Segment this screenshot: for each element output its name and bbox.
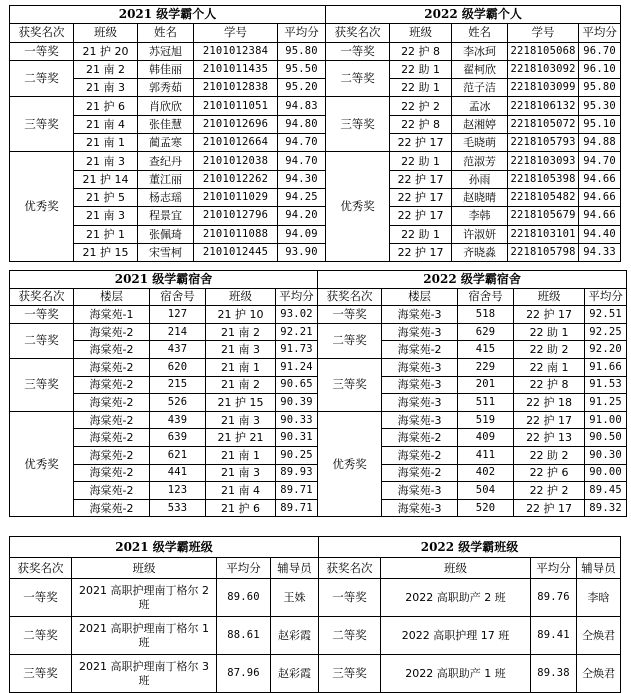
- column-header: 楼层: [382, 288, 458, 306]
- cell-class: 21 护 5: [74, 188, 138, 206]
- cell-score: 91.53: [585, 376, 627, 394]
- left-title: 2021 级学霸个人: [10, 6, 326, 24]
- cell-class: 2022 高职助产 2 班: [381, 579, 531, 617]
- award-rank: 二等奖: [326, 60, 390, 97]
- cell-room: 214: [150, 323, 206, 341]
- table-row: [10, 617, 621, 655]
- cell-score: 94.83: [278, 97, 326, 115]
- table-row: [10, 207, 621, 225]
- cell-id: 2218105398: [508, 170, 579, 188]
- cell-class: 21 南 4: [206, 482, 276, 500]
- cell-room: 201: [458, 376, 514, 394]
- column-header: 获奖名次: [319, 558, 381, 579]
- cell-floor: 海棠苑-2: [74, 482, 150, 500]
- cell-id: 2218105679: [508, 207, 579, 225]
- cell-class: 22 助 2: [514, 446, 585, 464]
- cell-room: 123: [150, 482, 206, 500]
- cell-class: 21 护 10: [206, 306, 276, 324]
- cell-class: 21 护 14: [74, 170, 138, 188]
- cell-class: 22 护 17: [390, 243, 452, 261]
- cell-id: 2218103101: [508, 225, 579, 243]
- right-title: 2022 级学霸宿舍: [318, 271, 627, 289]
- cell-room: 519: [458, 411, 514, 429]
- award-rank: 一等奖: [326, 42, 390, 60]
- cell-score: 94.66: [579, 170, 621, 188]
- cell-floor: 海棠苑-2: [382, 446, 458, 464]
- cell-floor: 海棠苑-3: [382, 358, 458, 376]
- cell-score: 89.76: [531, 579, 577, 617]
- cell-class: 22 护 2: [390, 97, 452, 115]
- column-header: 获奖名次: [318, 288, 382, 306]
- cell-room: 620: [150, 358, 206, 376]
- award-rank: 三等奖: [326, 97, 390, 152]
- cell-name: 翟柯欣: [452, 60, 508, 78]
- cell-floor: 海棠苑-3: [382, 323, 458, 341]
- cell-id: 2101011051: [194, 97, 278, 115]
- cell-floor: 海棠苑-3: [382, 394, 458, 412]
- cell-score: 95.80: [278, 42, 326, 60]
- cell-name: 肖欣欣: [138, 97, 194, 115]
- cell-score: 89.71: [276, 499, 318, 517]
- table-row: [10, 358, 627, 376]
- table-row: [10, 655, 621, 693]
- cell-name: 赵晓晴: [452, 188, 508, 206]
- column-header: 平均分: [579, 24, 621, 42]
- column-header: 获奖名次: [326, 24, 390, 42]
- cell-class: 22 护 2: [514, 482, 585, 500]
- award-rank: 二等奖: [319, 617, 381, 655]
- cell-class: 21 护 6: [206, 499, 276, 517]
- cell-class: 21 南 1: [206, 358, 276, 376]
- cell-score: 94.70: [278, 152, 326, 170]
- title-row: [10, 271, 627, 289]
- cell-score: 94.25: [278, 188, 326, 206]
- cell-score: 89.32: [585, 499, 627, 517]
- cell-score: 94.30: [278, 170, 326, 188]
- cell-room: 441: [150, 464, 206, 482]
- cell-floor: 海棠苑-1: [74, 306, 150, 324]
- cell-score: 89.45: [585, 482, 627, 500]
- cell-class: 21 南 1: [74, 134, 138, 152]
- award-rank: 优秀奖: [10, 411, 74, 517]
- cell-floor: 海棠苑-2: [74, 323, 150, 341]
- column-header: 班级: [72, 558, 217, 579]
- cell-floor: 海棠苑-3: [382, 499, 458, 517]
- cell-class: 22 助 1: [390, 79, 452, 97]
- cell-class: 21 护 15: [206, 394, 276, 412]
- cell-score: 95.20: [278, 79, 326, 97]
- cell-name: 李韩: [452, 207, 508, 225]
- cell-floor: 海棠苑-3: [382, 376, 458, 394]
- cell-class: 21 南 3: [206, 411, 276, 429]
- cell-score: 95.50: [278, 60, 326, 78]
- cell-room: 411: [458, 446, 514, 464]
- table-row: [10, 306, 627, 324]
- cell-score: 94.33: [579, 243, 621, 261]
- column-header: 班级: [74, 24, 138, 42]
- cell-class: 22 护 18: [514, 394, 585, 412]
- dorm-table: [9, 270, 627, 517]
- cell-score: 94.80: [278, 115, 326, 133]
- title-row: [10, 6, 621, 24]
- cell-class: 21 南 2: [74, 60, 138, 78]
- column-header: 学号: [508, 24, 579, 42]
- cell-score: 94.20: [278, 207, 326, 225]
- cell-class: 22 护 17: [390, 188, 452, 206]
- cell-floor: 海棠苑-3: [382, 411, 458, 429]
- cell-class: 22 南 1: [514, 358, 585, 376]
- cell-name: 郭秀茹: [138, 79, 194, 97]
- cell-name: 程景宜: [138, 207, 194, 225]
- header-row: [10, 558, 621, 579]
- cell-room: 504: [458, 482, 514, 500]
- award-rank: 三等奖: [10, 655, 72, 693]
- cell-room: 518: [458, 306, 514, 324]
- cell-class: 21 南 3: [74, 79, 138, 97]
- cell-id: 2101012384: [194, 42, 278, 60]
- cell-id: 2101012038: [194, 152, 278, 170]
- table-row: [10, 97, 621, 115]
- cell-id: 2218103092: [508, 60, 579, 78]
- cell-score: 94.09: [278, 225, 326, 243]
- cell-counselor: 仝焕君: [577, 655, 621, 693]
- cell-name: 查纪丹: [138, 152, 194, 170]
- column-header: 宿舍号: [150, 288, 206, 306]
- cell-class: 22 护 17: [514, 411, 585, 429]
- award-rank: 三等奖: [10, 358, 74, 411]
- cell-name: 许淑妍: [452, 225, 508, 243]
- cell-score: 90.25: [276, 446, 318, 464]
- cell-id: 2101012796: [194, 207, 278, 225]
- cell-score: 89.60: [217, 579, 271, 617]
- cell-class: 21 南 3: [206, 341, 276, 359]
- cell-class: 2021 高职护理南丁格尔 1 班: [72, 617, 217, 655]
- class-table: [9, 536, 621, 693]
- cell-floor: 海棠苑-2: [74, 341, 150, 359]
- cell-name: 苏冠旭: [138, 42, 194, 60]
- cell-class: 21 护 21: [206, 429, 276, 447]
- cell-score: 96.10: [579, 60, 621, 78]
- cell-name: 宋雪柯: [138, 243, 194, 261]
- cell-room: 415: [458, 341, 514, 359]
- award-rank: 一等奖: [319, 579, 381, 617]
- cell-counselor: 李晗: [577, 579, 621, 617]
- cell-score: 95.10: [579, 115, 621, 133]
- award-rank: 一等奖: [10, 306, 74, 324]
- cell-score: 94.88: [579, 134, 621, 152]
- left-title: 2021 级学霸班级: [10, 537, 319, 558]
- table-row: [10, 134, 621, 152]
- cell-class: 2021 高职护理南丁格尔 2 班: [72, 579, 217, 617]
- cell-score: 92.51: [585, 306, 627, 324]
- cell-id: 2218103099: [508, 79, 579, 97]
- cell-class: 22 助 1: [390, 152, 452, 170]
- cell-floor: 海棠苑-3: [382, 306, 458, 324]
- column-header: 获奖名次: [10, 558, 72, 579]
- table-row: [10, 188, 621, 206]
- cell-class: 21 南 3: [74, 207, 138, 225]
- cell-class: 22 护 17: [514, 306, 585, 324]
- cell-floor: 海棠苑-2: [382, 341, 458, 359]
- cell-class: 21 护 15: [74, 243, 138, 261]
- cell-score: 93.90: [278, 243, 326, 261]
- cell-room: 439: [150, 411, 206, 429]
- cell-name: 张佩琦: [138, 225, 194, 243]
- cell-class: 22 护 8: [390, 42, 452, 60]
- cell-name: 范子洁: [452, 79, 508, 97]
- cell-id: 2101012696: [194, 115, 278, 133]
- award-rank: 二等奖: [318, 323, 382, 358]
- cell-class: 21 南 2: [206, 323, 276, 341]
- cell-score: 92.20: [585, 341, 627, 359]
- cell-class: 22 助 1: [390, 225, 452, 243]
- column-header: 平均分: [278, 24, 326, 42]
- cell-class: 22 护 13: [514, 429, 585, 447]
- table-row: [10, 411, 627, 429]
- table-row: [10, 170, 621, 188]
- cell-id: 2101012262: [194, 170, 278, 188]
- cell-class: 22 护 17: [390, 207, 452, 225]
- cell-score: 91.24: [276, 358, 318, 376]
- cell-floor: 海棠苑-2: [74, 358, 150, 376]
- cell-score: 90.33: [276, 411, 318, 429]
- cell-floor: 海棠苑-2: [74, 376, 150, 394]
- column-header: 获奖名次: [10, 24, 74, 42]
- cell-name: 蔺孟寒: [138, 134, 194, 152]
- cell-class: 21 南 3: [206, 464, 276, 482]
- cell-class: 2022 高职助产 1 班: [381, 655, 531, 693]
- column-header: 学号: [194, 24, 278, 42]
- header-row: [10, 24, 621, 42]
- cell-class: 22 护 17: [390, 170, 452, 188]
- cell-room: 533: [150, 499, 206, 517]
- cell-score: 90.65: [276, 376, 318, 394]
- cell-room: 437: [150, 341, 206, 359]
- award-rank: 二等奖: [10, 60, 74, 97]
- cell-room: 127: [150, 306, 206, 324]
- cell-id: 2218106132: [508, 97, 579, 115]
- cell-score: 90.50: [585, 429, 627, 447]
- award-rank: 优秀奖: [10, 152, 74, 262]
- cell-name: 赵湘婷: [452, 115, 508, 133]
- table-row: [10, 225, 621, 243]
- cell-score: 88.61: [217, 617, 271, 655]
- table-row: [10, 579, 621, 617]
- cell-floor: 海棠苑-3: [382, 482, 458, 500]
- cell-score: 91.25: [585, 394, 627, 412]
- cell-room: 639: [150, 429, 206, 447]
- cell-id: 2218103093: [508, 152, 579, 170]
- award-rank: 三等奖: [318, 358, 382, 411]
- column-header: 班级: [206, 288, 276, 306]
- cell-score: 94.66: [579, 207, 621, 225]
- cell-id: 2218105072: [508, 115, 579, 133]
- cell-score: 95.80: [579, 79, 621, 97]
- column-header: 班级: [390, 24, 452, 42]
- cell-name: 杨志瑶: [138, 188, 194, 206]
- award-rank: 优秀奖: [326, 152, 390, 262]
- cell-room: 526: [150, 394, 206, 412]
- cell-floor: 海棠苑-2: [74, 429, 150, 447]
- cell-floor: 海棠苑-2: [74, 464, 150, 482]
- cell-floor: 海棠苑-2: [74, 446, 150, 464]
- award-rank: 二等奖: [10, 617, 72, 655]
- cell-name: 范淑芳: [452, 152, 508, 170]
- cell-class: 2021 高职护理南丁格尔 3 班: [72, 655, 217, 693]
- cell-score: 90.00: [585, 464, 627, 482]
- column-header: 楼层: [74, 288, 150, 306]
- cell-room: 520: [458, 499, 514, 517]
- award-rank: 一等奖: [10, 579, 72, 617]
- cell-room: 402: [458, 464, 514, 482]
- cell-score: 90.31: [276, 429, 318, 447]
- cell-score: 90.30: [585, 446, 627, 464]
- cell-score: 95.30: [579, 97, 621, 115]
- cell-id: 2218105068: [508, 42, 579, 60]
- left-title: 2021 级学霸宿舍: [10, 271, 318, 289]
- cell-name: 张佳慧: [138, 115, 194, 133]
- cell-counselor: 王姝: [271, 579, 319, 617]
- award-rank: 三等奖: [319, 655, 381, 693]
- column-header: 班级: [514, 288, 585, 306]
- award-rank: 三等奖: [10, 97, 74, 152]
- individual-table: [9, 5, 621, 262]
- award-rank: 一等奖: [10, 42, 74, 60]
- cell-score: 94.66: [579, 188, 621, 206]
- cell-score: 91.00: [585, 411, 627, 429]
- cell-score: 91.66: [585, 358, 627, 376]
- cell-floor: 海棠苑-2: [74, 499, 150, 517]
- cell-name: 毛晓萌: [452, 134, 508, 152]
- cell-counselor: 赵彩霞: [271, 655, 319, 693]
- cell-id: 2101011088: [194, 225, 278, 243]
- award-rank: 优秀奖: [318, 411, 382, 517]
- table-row: [10, 152, 621, 170]
- cell-id: 2101012664: [194, 134, 278, 152]
- cell-score: 91.73: [276, 341, 318, 359]
- column-header: 平均分: [276, 288, 318, 306]
- cell-id: 2218105482: [508, 188, 579, 206]
- column-header: 平均分: [217, 558, 271, 579]
- cell-class: 21 南 2: [206, 376, 276, 394]
- table-row: [10, 60, 621, 78]
- table-row: [10, 115, 621, 133]
- cell-room: 629: [458, 323, 514, 341]
- cell-name: 孟冰: [452, 97, 508, 115]
- cell-name: 孙雨: [452, 170, 508, 188]
- table-row: [10, 42, 621, 60]
- cell-floor: 海棠苑-2: [382, 429, 458, 447]
- cell-id: 2101011435: [194, 60, 278, 78]
- award-rank: 一等奖: [318, 306, 382, 324]
- cell-class: 22 护 6: [514, 464, 585, 482]
- cell-score: 96.70: [579, 42, 621, 60]
- cell-room: 215: [150, 376, 206, 394]
- cell-score: 87.96: [217, 655, 271, 693]
- cell-room: 511: [458, 394, 514, 412]
- column-header: 宿舍号: [458, 288, 514, 306]
- table-row: [10, 323, 627, 341]
- cell-score: 89.93: [276, 464, 318, 482]
- cell-score: 89.38: [531, 655, 577, 693]
- cell-class: 21 南 4: [74, 115, 138, 133]
- cell-class: 21 护 1: [74, 225, 138, 243]
- column-header: 姓名: [452, 24, 508, 42]
- cell-class: 2022 高职护理 17 班: [381, 617, 531, 655]
- table-row: [10, 243, 621, 261]
- cell-class: 22 助 1: [514, 323, 585, 341]
- cell-counselor: 仝焕君: [577, 617, 621, 655]
- cell-score: 92.25: [585, 323, 627, 341]
- cell-class: 22 助 2: [514, 341, 585, 359]
- cell-score: 92.21: [276, 323, 318, 341]
- cell-class: 21 护 20: [74, 42, 138, 60]
- cell-id: 2101011029: [194, 188, 278, 206]
- cell-id: 2218105798: [508, 243, 579, 261]
- cell-floor: 海棠苑-2: [382, 464, 458, 482]
- column-header: 平均分: [531, 558, 577, 579]
- cell-id: 2101012445: [194, 243, 278, 261]
- cell-name: 董江丽: [138, 170, 194, 188]
- cell-score: 94.70: [579, 152, 621, 170]
- cell-score: 89.41: [531, 617, 577, 655]
- cell-score: 93.02: [276, 306, 318, 324]
- cell-counselor: 赵彩霞: [271, 617, 319, 655]
- right-title: 2022 级学霸班级: [319, 537, 621, 558]
- cell-score: 90.39: [276, 394, 318, 412]
- table-row: [10, 79, 621, 97]
- cell-class: 22 护 17: [390, 134, 452, 152]
- column-header: 平均分: [585, 288, 627, 306]
- cell-class: 22 护 8: [390, 115, 452, 133]
- column-header: 获奖名次: [10, 288, 74, 306]
- column-header: 辅导员: [577, 558, 621, 579]
- cell-id: 2101012838: [194, 79, 278, 97]
- cell-room: 621: [150, 446, 206, 464]
- cell-class: 22 护 17: [514, 499, 585, 517]
- cell-id: 2218105793: [508, 134, 579, 152]
- cell-floor: 海棠苑-2: [74, 394, 150, 412]
- cell-name: 齐晓淼: [452, 243, 508, 261]
- cell-score: 94.40: [579, 225, 621, 243]
- header-row: [10, 288, 627, 306]
- cell-score: 89.71: [276, 482, 318, 500]
- right-title: 2022 级学霸个人: [326, 6, 621, 24]
- cell-class: 22 助 1: [390, 60, 452, 78]
- cell-floor: 海棠苑-2: [74, 411, 150, 429]
- award-rank: 二等奖: [10, 323, 74, 358]
- column-header: 姓名: [138, 24, 194, 42]
- cell-class: 22 护 8: [514, 376, 585, 394]
- cell-class: 21 护 6: [74, 97, 138, 115]
- cell-class: 21 南 1: [206, 446, 276, 464]
- column-header: 辅导员: [271, 558, 319, 579]
- cell-name: 韩佳丽: [138, 60, 194, 78]
- title-row: [10, 537, 621, 558]
- cell-score: 94.70: [278, 134, 326, 152]
- column-header: 班级: [381, 558, 531, 579]
- cell-class: 21 南 3: [74, 152, 138, 170]
- cell-room: 229: [458, 358, 514, 376]
- cell-name: 李冰珂: [452, 42, 508, 60]
- cell-room: 409: [458, 429, 514, 447]
